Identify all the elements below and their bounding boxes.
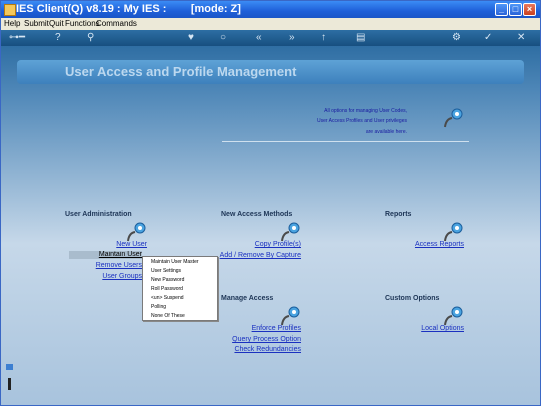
link-local-options[interactable]: Local Options: [421, 325, 464, 332]
heart-icon[interactable]: ♥: [188, 32, 194, 43]
info-line-2: User Access Profiles and User privileges: [316, 118, 407, 124]
title-bar[interactable]: [1, 1, 540, 18]
context-menu: [142, 256, 218, 321]
menu-submit[interactable]: Submit: [24, 19, 49, 28]
window-title: IES Client(Q) v8.19 : My IES : [mode: Z]: [16, 3, 241, 15]
link-user-groups[interactable]: User Groups: [102, 273, 142, 280]
menu-item-polling[interactable]: Polling: [151, 304, 167, 310]
heading-user-administration: User Administration: [65, 211, 132, 218]
search-icon[interactable]: ⚲: [87, 32, 95, 43]
info-line-1: All options for managing User Codes,: [324, 108, 407, 114]
up-icon[interactable]: ↑: [321, 32, 326, 43]
divider: [222, 141, 469, 142]
menu-help[interactable]: Help: [4, 19, 21, 28]
forward-icon[interactable]: »: [289, 32, 295, 43]
heading-new-access-methods: New Access Methods: [221, 211, 293, 218]
back-icon[interactable]: «: [256, 32, 262, 43]
menu-item-roll-password[interactable]: Roll Password: [151, 286, 183, 292]
app-icon: [4, 4, 16, 16]
menu-functions[interactable]: Functions: [65, 19, 100, 28]
link-check-redundancies[interactable]: Check Redundancies: [234, 346, 301, 353]
link-add-remove-by-capture[interactable]: Add / Remove By Capture: [219, 252, 301, 259]
page-title: User Access and Profile Management: [65, 64, 297, 79]
menu-bar: [1, 18, 540, 30]
check-icon[interactable]: ✓: [484, 32, 493, 43]
list-icon[interactable]: ▤: [356, 32, 366, 43]
minimize-button[interactable]: _: [495, 3, 508, 16]
page-banner: [17, 60, 524, 84]
link-query-process-option[interactable]: Query Process Option: [232, 336, 301, 343]
maximize-button[interactable]: □: [509, 3, 522, 16]
toolbar: [1, 30, 540, 46]
close-button[interactable]: ×: [523, 3, 536, 16]
menu-item-suspend[interactable]: <un> Suspend: [151, 295, 184, 301]
link-copy-profiles[interactable]: Copy Profile(s): [254, 241, 301, 248]
gear-icon[interactable]: ⚙: [452, 32, 461, 43]
link-maintain-user[interactable]: Maintain User: [98, 251, 142, 258]
close-icon[interactable]: ✕: [517, 32, 526, 43]
menu-item-user-settings[interactable]: User Settings: [151, 268, 182, 274]
menu-item-none-of-these[interactable]: None Of These: [151, 313, 185, 319]
menu-commands[interactable]: Commands: [96, 19, 137, 28]
main-panel: [1, 46, 540, 405]
help-icon[interactable]: ?: [55, 32, 61, 43]
heading-custom-options: Custom Options: [385, 295, 440, 302]
exit-key-icon[interactable]: ⊶━: [9, 32, 26, 43]
info-line-3: are available here.: [365, 129, 407, 135]
menu-item-new-password[interactable]: New Password: [151, 277, 185, 283]
link-remove-users[interactable]: Remove Users: [95, 262, 142, 269]
info-gear-icon: [442, 106, 466, 130]
circle-icon[interactable]: ○: [220, 32, 227, 43]
side-panel-icon[interactable]: [5, 364, 14, 394]
heading-manage-access: Manage Access: [221, 295, 274, 302]
link-access-reports[interactable]: Access Reports: [414, 241, 464, 248]
link-new-user[interactable]: New User: [116, 241, 147, 248]
link-enforce-profiles[interactable]: Enforce Profiles: [251, 325, 301, 332]
heading-reports: Reports: [385, 211, 412, 218]
menu-quit[interactable]: Quit: [49, 19, 64, 28]
menu-item-maintain-user-master[interactable]: Maintain User Master: [151, 259, 199, 265]
